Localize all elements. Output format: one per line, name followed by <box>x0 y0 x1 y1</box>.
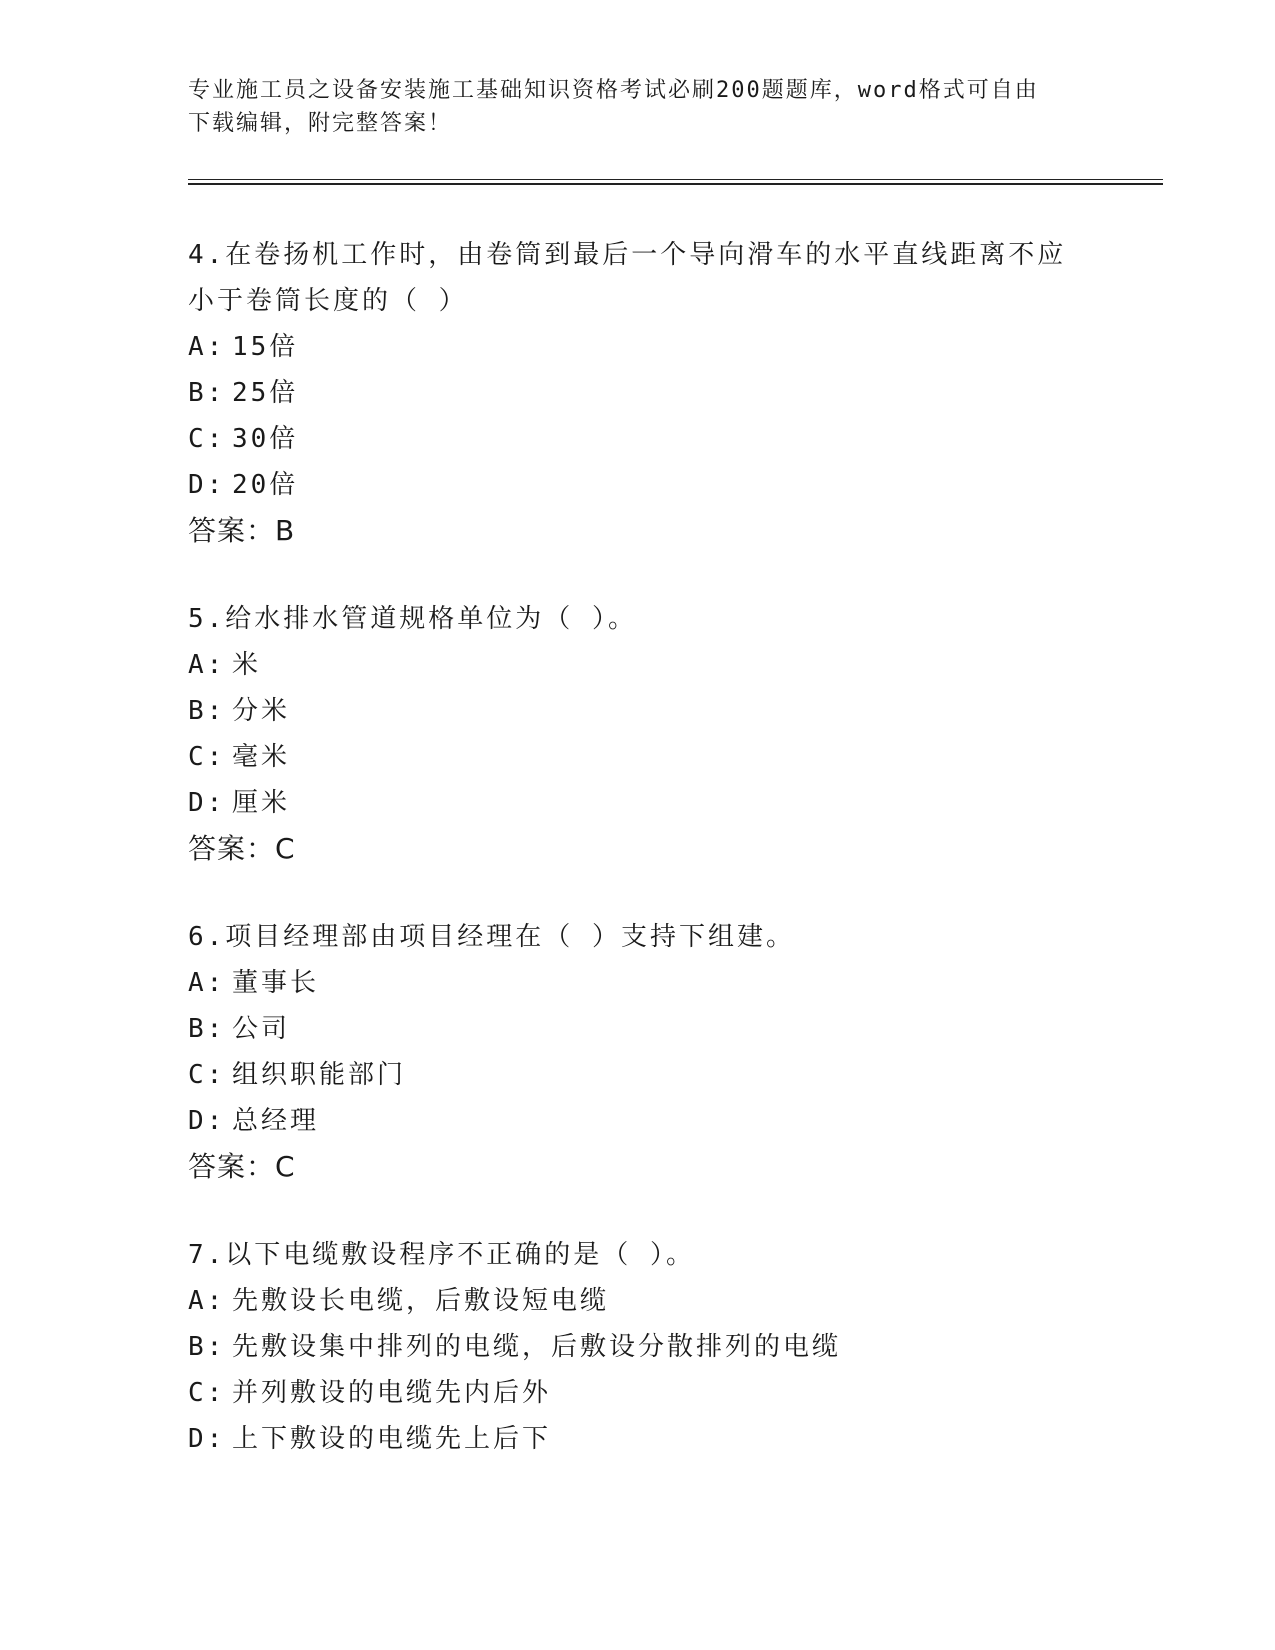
option-letter: D: <box>188 1424 226 1454</box>
question-stem: 4.在卷扬机工作时，由卷筒到最后一个导向滑车的水平直线距离不应 <box>188 240 1067 270</box>
option-letter: D: <box>188 1106 226 1136</box>
option-b <box>188 1006 1088 1052</box>
option-text: 米 <box>232 650 262 680</box>
option-text: 15倍 <box>232 332 299 362</box>
option-text: 毫米 <box>232 742 291 772</box>
option-letter: D: <box>188 788 226 818</box>
option-d <box>188 1098 1088 1144</box>
option-letter: B: <box>188 1014 226 1044</box>
option-text: 上下敷设的电缆先上后下 <box>232 1424 552 1454</box>
option-b <box>188 370 1088 416</box>
question-stem-continued: 小于卷筒长度的（ ） <box>188 286 468 316</box>
option-a <box>188 324 1088 370</box>
option-letter: C: <box>188 1060 226 1090</box>
option-letter: B: <box>188 696 226 726</box>
option-letter: C: <box>188 424 226 454</box>
option-text: 公司 <box>232 1014 291 1044</box>
option-letter: A: <box>188 332 226 362</box>
question-4 <box>188 232 1088 554</box>
answer-label: 答案：C <box>188 832 296 865</box>
option-c <box>188 1052 1088 1098</box>
option-text: 总经理 <box>232 1106 320 1136</box>
option-text: 20倍 <box>232 470 299 500</box>
option-letter: C: <box>188 742 226 772</box>
option-d <box>188 1416 1088 1462</box>
answer-label: 答案：B <box>188 514 296 547</box>
question-stem: 5.给水排水管道规格单位为（ ）。 <box>188 604 637 634</box>
option-text: 并列敷设的电缆先内后外 <box>232 1378 552 1408</box>
header-title-line-1: 专业施工员之设备安装施工基础知识资格考试必刷200题题库，word格式可自由 <box>188 78 1039 103</box>
answer-label: 答案：C <box>188 1150 296 1183</box>
option-a <box>188 642 1088 688</box>
question-stem: 7.以下电缆敷设程序不正确的是（ ）。 <box>188 1240 695 1270</box>
option-text: 25倍 <box>232 378 299 408</box>
option-d <box>188 462 1088 508</box>
option-text: 分米 <box>232 696 291 726</box>
option-b <box>188 1324 1088 1370</box>
option-c <box>188 416 1088 462</box>
option-letter: B: <box>188 378 226 408</box>
option-letter: A: <box>188 1286 226 1316</box>
option-d <box>188 780 1088 826</box>
option-text: 先敷设长电缆，后敷设短电缆 <box>232 1286 610 1316</box>
option-letter: B: <box>188 1332 226 1362</box>
option-letter: A: <box>188 650 226 680</box>
option-text: 厘米 <box>232 788 291 818</box>
document-header <box>188 74 1088 140</box>
question-7 <box>188 1232 1088 1462</box>
option-b <box>188 688 1088 734</box>
option-text: 先敷设集中排列的电缆，后敷设分散排列的电缆 <box>232 1332 842 1362</box>
question-stem: 6.项目经理部由项目经理在（ ）支持下组建。 <box>188 922 795 952</box>
option-text: 30倍 <box>232 424 299 454</box>
option-text: 董事长 <box>232 968 320 998</box>
option-letter: C: <box>188 1378 226 1408</box>
option-a <box>188 960 1088 1006</box>
option-c <box>188 734 1088 780</box>
header-divider-thin <box>188 179 1163 180</box>
question-6 <box>188 914 1088 1190</box>
header-divider-thick <box>188 183 1163 185</box>
option-letter: D: <box>188 470 226 500</box>
option-c <box>188 1370 1088 1416</box>
option-letter: A: <box>188 968 226 998</box>
question-5 <box>188 596 1088 872</box>
option-a <box>188 1278 1088 1324</box>
option-text: 组织职能部门 <box>232 1060 407 1090</box>
header-title-line-2: 下载编辑，附完整答案！ <box>188 111 453 136</box>
